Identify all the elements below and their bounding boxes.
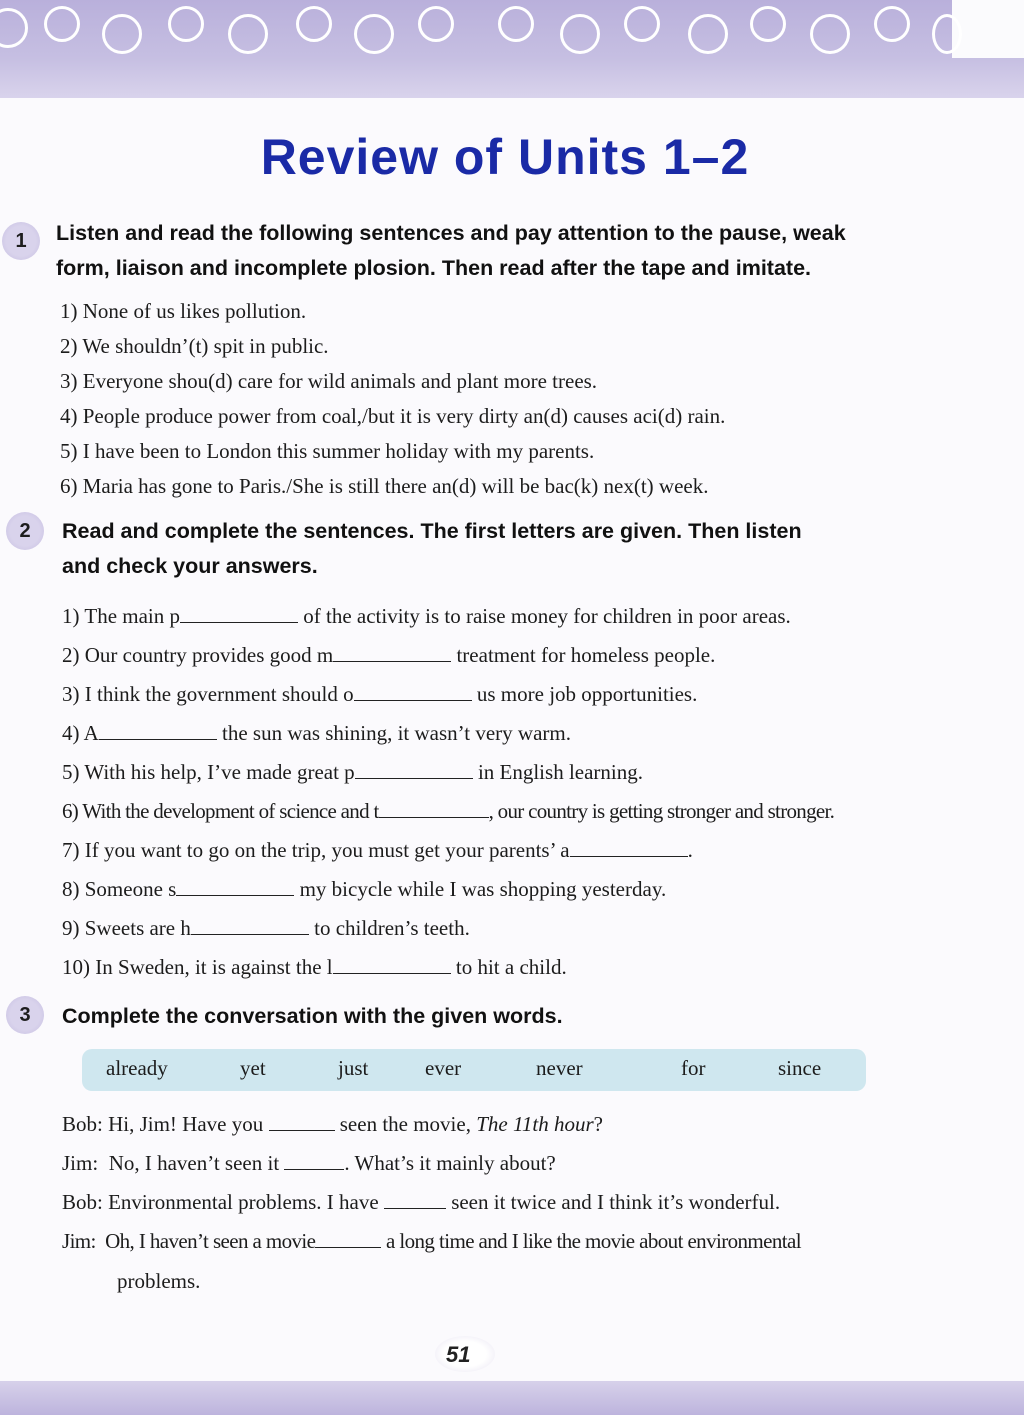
exercise-item bbox=[62, 760, 643, 785]
page-number: 51 bbox=[446, 1342, 471, 1367]
item-text: to children’s teeth. bbox=[314, 916, 470, 940]
word-bank-item: already bbox=[106, 1056, 168, 1080]
ring-decoration bbox=[296, 6, 332, 42]
exercise-item bbox=[62, 682, 697, 707]
exercise-item bbox=[62, 643, 715, 668]
header-band bbox=[0, 0, 1024, 98]
ring-decoration bbox=[624, 6, 660, 42]
section-heading bbox=[56, 216, 976, 286]
item-text: the sun was shining, it wasn’t very warm. bbox=[222, 721, 571, 745]
dialogue-text: . What’s it mainly about? bbox=[344, 1151, 556, 1175]
item-text: my bicycle while I was shopping yesterday. bbox=[299, 877, 667, 901]
dialogue-text: Hi, Jim! Have you bbox=[108, 1112, 264, 1136]
ring-decoration bbox=[498, 6, 534, 42]
heading-line: Complete the conversation with the given words. bbox=[62, 1004, 563, 1028]
dialogue-line: problems. bbox=[117, 1269, 201, 1293]
section-number: 2 bbox=[19, 519, 31, 542]
dialogue-text: ? bbox=[593, 1112, 603, 1136]
speaker-label: Bob: bbox=[62, 1190, 103, 1214]
page-title: Review of Units 1–2 bbox=[260, 129, 750, 185]
ring-decoration bbox=[932, 14, 962, 54]
section-number: 3 bbox=[19, 1003, 31, 1026]
answer-blank[interactable] bbox=[333, 645, 451, 662]
section-number-badge bbox=[6, 996, 44, 1034]
sentence-item: 5) I have been to London this summer holiday with my parents. bbox=[60, 439, 595, 463]
word-bank bbox=[82, 1049, 866, 1091]
item-text: us more job opportunities. bbox=[476, 682, 698, 706]
movie-title: The 11th hour bbox=[476, 1112, 594, 1136]
exercise-item bbox=[62, 799, 834, 824]
word-bank-item: ever bbox=[425, 1056, 462, 1080]
ring-decoration bbox=[874, 6, 910, 42]
ring-decoration bbox=[228, 14, 268, 54]
header-corner bbox=[952, 0, 1024, 58]
item-text: 5) With his help, I’ve made great p bbox=[62, 760, 355, 784]
speaker-label: Bob: bbox=[62, 1112, 103, 1136]
dialogue-text: a long time and I like the movie about environmental bbox=[386, 1229, 801, 1253]
answer-blank[interactable] bbox=[355, 762, 473, 779]
ring-decoration bbox=[750, 6, 786, 42]
dialogue-text: No, I haven’t seen it bbox=[108, 1151, 280, 1175]
dialogue-text: seen it twice and I think it’s wonderful. bbox=[451, 1190, 781, 1214]
exercise-item bbox=[62, 916, 470, 941]
section-number: 1 bbox=[15, 229, 27, 252]
answer-blank[interactable] bbox=[333, 957, 451, 974]
answer-blank[interactable] bbox=[354, 684, 472, 701]
item-text: 3) I think the government should o bbox=[62, 682, 354, 706]
item-text: 9) Sweets are h bbox=[62, 916, 191, 940]
item-text: 10) In Sweden, it is against the l bbox=[62, 955, 333, 979]
section-heading bbox=[62, 514, 982, 584]
sentence-item: 4) People produce power from coal,/but it is very dirty an(d) causes aci(d) rain. bbox=[60, 404, 726, 428]
ring-decoration bbox=[44, 6, 80, 42]
ring-decoration bbox=[354, 14, 394, 54]
word-bank-item: never bbox=[536, 1056, 583, 1080]
item-text: in English learning. bbox=[477, 760, 643, 784]
answer-blank[interactable] bbox=[176, 879, 294, 896]
item-text: . bbox=[687, 838, 693, 862]
footer-band bbox=[0, 1381, 1024, 1415]
section-number-badge bbox=[2, 222, 40, 260]
answer-blank[interactable] bbox=[315, 1231, 381, 1248]
heading-line: and check your answers. bbox=[62, 554, 318, 578]
ring-decoration bbox=[418, 6, 454, 42]
ring-decoration bbox=[810, 14, 850, 54]
item-text: 1) The main p bbox=[62, 604, 181, 628]
word-bank-item: for bbox=[681, 1056, 706, 1080]
sentence-item: 3) Everyone shou(d) care for wild animals and plant more trees. bbox=[60, 369, 598, 393]
heading-line: form, liaison and incomplete plosion. Then read after the tape and imitate. bbox=[56, 256, 812, 280]
item-text: 8) Someone s bbox=[62, 877, 177, 901]
answer-blank[interactable] bbox=[99, 723, 217, 740]
answer-blank[interactable] bbox=[379, 801, 489, 818]
dialogue-line bbox=[62, 1151, 556, 1176]
exercise-item bbox=[62, 877, 666, 902]
ring-decoration bbox=[0, 8, 28, 48]
item-text: 7) If you want to go on the trip, you must get your parents’ a bbox=[62, 838, 570, 862]
ring-decoration bbox=[560, 14, 600, 54]
dialogue-line bbox=[62, 1112, 603, 1137]
item-text: of the activity is to raise money for children in poor areas. bbox=[303, 604, 791, 628]
item-text: to hit a child. bbox=[455, 955, 567, 979]
answer-blank[interactable] bbox=[180, 606, 298, 623]
sentence-item: 6) Maria has gone to Paris./She is still there an(d) will be bac(k) nex(t) week. bbox=[60, 474, 709, 498]
dialogue-text: Environmental problems. I have bbox=[108, 1190, 379, 1214]
sentence-item: 2) We shouldn’(t) spit in public. bbox=[60, 334, 329, 358]
item-text: 2) Our country provides good m bbox=[62, 643, 334, 667]
item-text: treatment for homeless people. bbox=[456, 643, 716, 667]
ring-decoration bbox=[168, 6, 204, 42]
heading-line: Listen and read the following sentences and pay attention to the pause, weak bbox=[56, 221, 846, 245]
dialogue-line bbox=[62, 1229, 801, 1254]
item-text: , our country is getting stronger and stronger. bbox=[488, 799, 835, 823]
exercise-item bbox=[62, 604, 791, 629]
dialogue-text: seen the movie, bbox=[339, 1112, 471, 1136]
speaker-label: Jim: bbox=[62, 1229, 96, 1253]
answer-blank[interactable] bbox=[384, 1192, 446, 1209]
answer-blank[interactable] bbox=[570, 840, 688, 857]
item-text: 6) With the development of science and t bbox=[62, 799, 379, 823]
heading-line: Read and complete the sentences. The first letters are given. Then listen bbox=[62, 519, 802, 543]
speaker-label: Jim: bbox=[62, 1151, 99, 1175]
answer-blank[interactable] bbox=[284, 1153, 344, 1170]
answer-blank[interactable] bbox=[191, 918, 309, 935]
dialogue-line bbox=[62, 1190, 780, 1215]
answer-blank[interactable] bbox=[269, 1114, 335, 1131]
word-bank-item: since bbox=[778, 1056, 822, 1080]
exercise-item bbox=[62, 721, 571, 746]
word-bank-item: yet bbox=[240, 1056, 266, 1080]
exercise-item bbox=[62, 955, 567, 980]
item-text: 4) A bbox=[62, 721, 99, 745]
section-number-badge bbox=[6, 512, 44, 550]
ring-decoration bbox=[102, 14, 142, 54]
exercise-item bbox=[62, 838, 693, 863]
ring-decoration bbox=[688, 14, 728, 54]
section-heading bbox=[62, 999, 982, 1034]
dialogue-text: Oh, I haven’t seen a movie bbox=[105, 1229, 316, 1253]
sentence-item: 1) None of us likes pollution. bbox=[60, 299, 307, 323]
word-bank-item: just bbox=[338, 1056, 369, 1080]
